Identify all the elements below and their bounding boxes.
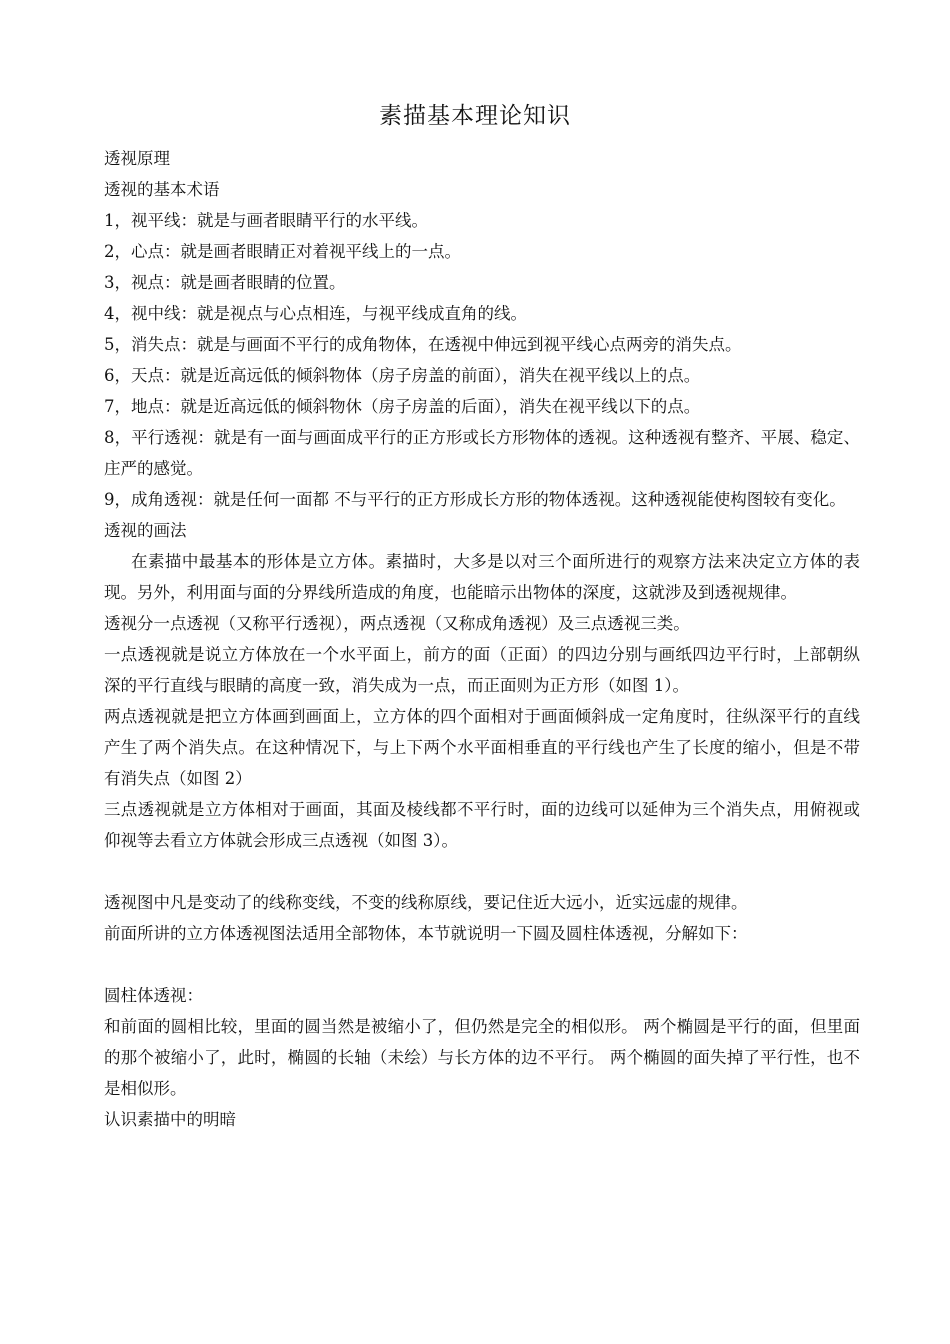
- term-item: 3，视点：就是画者眼睛的位置。: [104, 273, 346, 292]
- blank-line: [104, 856, 860, 887]
- heading-light-and-shade: 认识素描中的明暗: [104, 1110, 236, 1129]
- heading-drawing-method: 透视的画法: [104, 521, 187, 540]
- heading-cylinder-perspective: 圆柱体透视：: [104, 986, 203, 1005]
- term-item: 8，平行透视：就是有一面与画面成平行的正方形或长方形物体的透视。这种透视有整齐、平展、稳定、庄严的感觉。: [104, 428, 860, 478]
- body-paragraph: 前面所讲的立方体透视图法适用全部物体，本节就说明一下圆及圆柱体透视，分解如下：: [104, 924, 748, 943]
- body-paragraph: 两点透视就是把立方体画到画面上，立方体的四个面相对于画面倾斜成一定角度时，往纵深平行的直线产生了两个消失点。在这种情况下，与上下两个水平面相垂直的平行线也产生了长度的缩小，但是不带有消失点（如图 2）: [104, 707, 860, 788]
- body-paragraph: 透视分一点透视（又称平行透视），两点透视（又称成角透视）及三点透视三类。: [104, 614, 690, 633]
- term-item: 4，视中线：就是视点与心点相连，与视平线成直角的线。: [104, 304, 527, 323]
- body-paragraph: 三点透视就是立方体相对于画面，其面及棱线都不平行时，面的边线可以延伸为三个消失点，用俯视或仰视等去看立方体就会形成三点透视（如图 3）。: [104, 800, 860, 850]
- heading-basic-terms: 透视的基本术语: [104, 180, 220, 199]
- body-paragraph: 在素描中最基本的形体是立方体。素描时，大多是以对三个面所进行的观察方法来决定立方体的表现。另外，利用面与面的分界线所造成的角度，也能暗示出物体的深度，这就涉及到透视规律。: [104, 552, 860, 602]
- document-body: [104, 143, 860, 1135]
- term-item: 2，心点：就是画者眼睛正对着视平线上的一点。: [104, 242, 461, 261]
- document-title: 素描基本理论知识: [379, 103, 571, 129]
- heading-perspective-principle: 透视原理: [104, 149, 170, 168]
- term-item: 7，地点：就是近高远低的倾斜物休（房子房盖的后面），消失在视平线以下的点。: [104, 397, 701, 416]
- term-item: 6，天点：就是近高远低的倾斜物体（房子房盖的前面），消失在视平线以上的点。: [104, 366, 701, 385]
- body-paragraph: 一点透视就是说立方体放在一个水平面上，前方的面（正面）的四边分别与画纸四边平行时，上部朝纵深的平行直线与眼睛的高度一致，消失成为一点，而正面则为正方形（如图 1）。: [104, 645, 860, 695]
- body-paragraph: 透视图中凡是变动了的线称变线，不变的线称原线，要记住近大远小，近实远虚的规律。: [104, 893, 748, 912]
- term-item: 5，消失点：就是与画面不平行的成角物体，在透视中伸远到视平线心点两旁的消失点。: [104, 335, 742, 354]
- blank-line: [104, 949, 860, 980]
- body-paragraph: 和前面的圆相比较，里面的圆当然是被缩小了，但仍然是完全的相似形。 两个椭圆是平行的面，但里面的那个被缩小了，此时，椭圆的长轴（未绘）与长方体的边不平行。 两个椭圆的面失掉了平行性，也不是相似形。: [104, 1017, 860, 1098]
- term-item: 1，视平线：就是与画者眼睛平行的水平线。: [104, 211, 428, 230]
- term-item: 9，成角透视：就是任何一面都 不与平行的正方形成长方形的物体透视。这种透视能使构图较有变化。: [104, 490, 846, 509]
